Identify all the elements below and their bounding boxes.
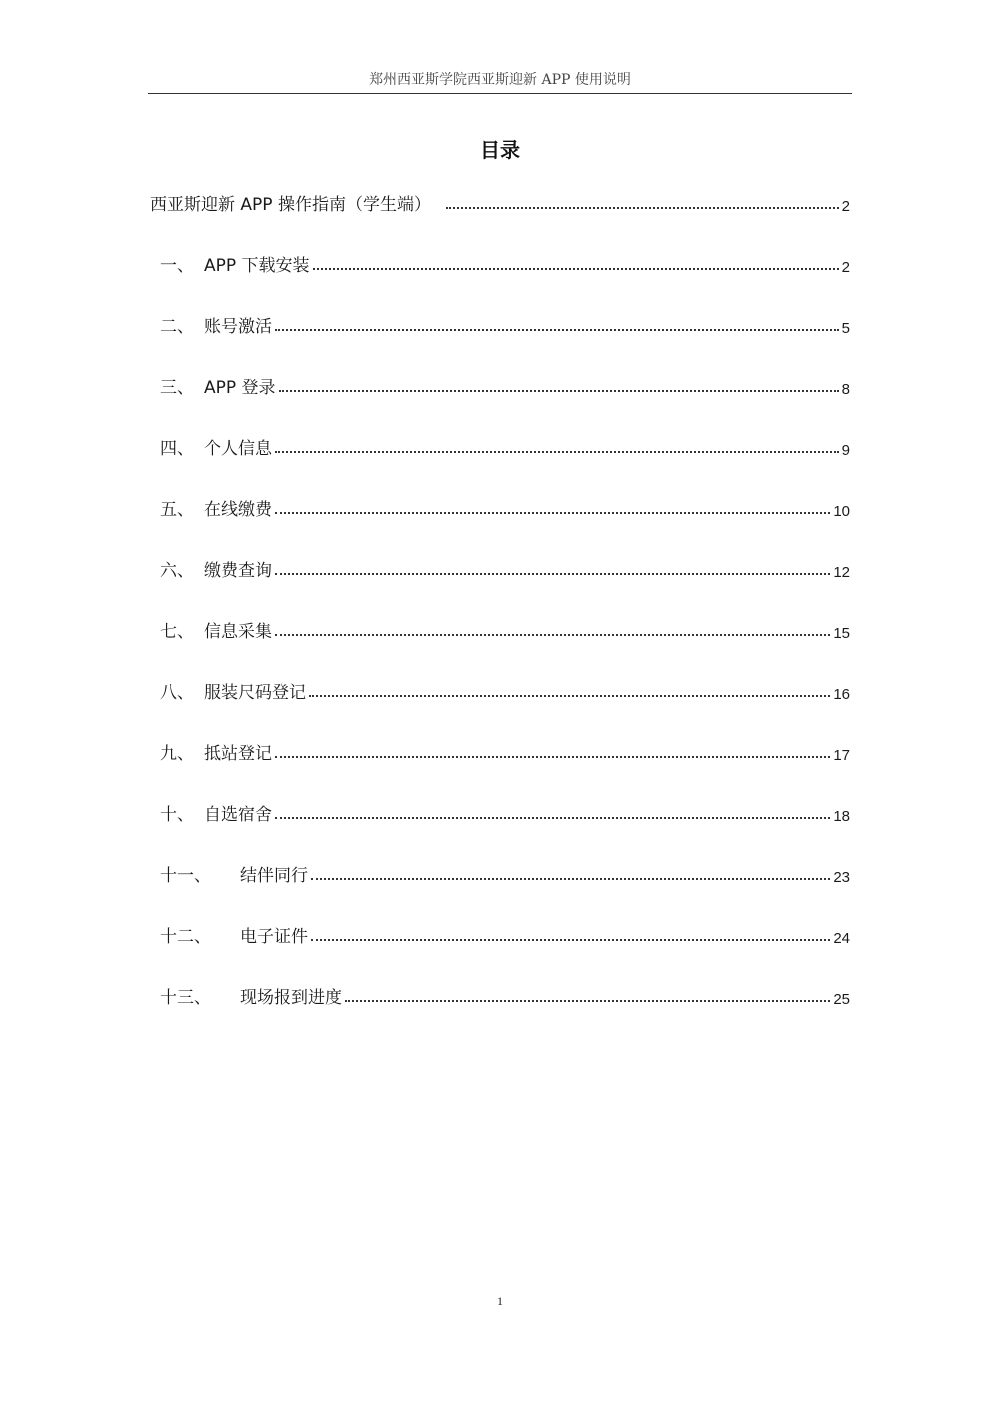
toc-entry-number: 一、 xyxy=(160,256,194,276)
toc-entry-text: APP 下载安装 xyxy=(204,256,310,276)
toc-entry-3[interactable] xyxy=(150,370,850,398)
toc-entry-6[interactable] xyxy=(150,553,850,581)
toc-leader-dots xyxy=(275,633,830,636)
toc-entry-text: 结伴同行 xyxy=(240,866,308,886)
toc-leader-dots xyxy=(275,755,830,758)
toc-leader-dots xyxy=(309,694,830,697)
toc-entry-page: 10 xyxy=(833,503,850,520)
toc-entry-10[interactable] xyxy=(150,797,850,825)
toc-title: 目录 xyxy=(480,138,520,162)
toc-entry-page: 25 xyxy=(833,991,850,1008)
toc-leader-dots xyxy=(311,938,830,941)
toc-entry-text: 抵站登记 xyxy=(204,744,272,764)
toc-entry-number: 八、 xyxy=(160,683,194,703)
header-text: 郑州西亚斯学院西亚斯迎新 APP 使用说明 xyxy=(369,72,631,88)
page-number: 1 xyxy=(497,1294,503,1308)
toc-entry-page: 15 xyxy=(833,625,850,642)
toc-entry-text: 电子证件 xyxy=(240,927,308,947)
toc-entry-page: 12 xyxy=(833,564,850,581)
page-header xyxy=(148,70,852,94)
toc-entry-text: 西亚斯迎新 APP 操作指南（学生端） xyxy=(150,195,431,215)
toc-entry-9[interactable] xyxy=(150,736,850,764)
toc-leader-dots xyxy=(311,877,830,880)
toc-entry-8[interactable] xyxy=(150,675,850,703)
toc-entry-page: 8 xyxy=(841,381,850,398)
toc-entry-text: 信息采集 xyxy=(204,622,272,642)
toc-entry-4[interactable] xyxy=(150,431,850,459)
toc-entry-text: APP 登录 xyxy=(204,378,276,398)
toc-entry-text: 缴费查询 xyxy=(204,561,272,581)
toc-entry-page: 17 xyxy=(833,747,850,764)
toc-leader-dots xyxy=(313,267,839,270)
toc-leader-dots xyxy=(275,816,830,819)
toc-entry-page: 2 xyxy=(841,198,850,215)
toc-entry-guide[interactable] xyxy=(150,187,850,215)
toc-entry-number: 三、 xyxy=(160,378,194,398)
toc-entry-number: 四、 xyxy=(160,439,194,459)
toc-entry-text: 个人信息 xyxy=(204,439,272,459)
toc-entry-number: 十三、 xyxy=(160,988,211,1008)
toc-entry-number: 十、 xyxy=(160,805,194,825)
toc-leader-dots xyxy=(279,389,839,392)
toc-leader-dots xyxy=(345,999,830,1002)
toc-entry-text: 账号激活 xyxy=(204,317,272,337)
toc-entry-13[interactable] xyxy=(150,980,850,1008)
toc-entry-7[interactable] xyxy=(150,614,850,642)
toc-leader-dots xyxy=(446,206,839,209)
toc-entry-text: 在线缴费 xyxy=(204,500,272,520)
toc-leader-dots xyxy=(275,328,839,331)
toc-entry-page: 23 xyxy=(833,869,850,886)
toc-leader-dots xyxy=(275,572,830,575)
toc-entry-text: 现场报到进度 xyxy=(240,988,342,1008)
toc-entry-page: 18 xyxy=(833,808,850,825)
toc-entry-text: 自选宿舍 xyxy=(204,805,272,825)
toc-entry-text: 服装尺码登记 xyxy=(204,683,306,703)
toc-leader-dots xyxy=(275,511,830,514)
toc-entry-11[interactable] xyxy=(150,858,850,886)
toc-entry-page: 5 xyxy=(841,320,850,337)
toc-entry-number: 十一、 xyxy=(160,866,211,886)
toc-entry-number: 九、 xyxy=(160,744,194,764)
toc-entry-page: 16 xyxy=(833,686,850,703)
toc-entry-number: 十二、 xyxy=(160,927,211,947)
toc-entry-page: 2 xyxy=(841,259,850,276)
toc-entry-number: 七、 xyxy=(160,622,194,642)
toc-entry-number: 二、 xyxy=(160,317,194,337)
toc-entry-page: 9 xyxy=(841,442,850,459)
toc-entry-1[interactable] xyxy=(150,248,850,276)
toc-entry-12[interactable] xyxy=(150,919,850,947)
toc-entry-number: 六、 xyxy=(160,561,194,581)
toc-entry-number: 五、 xyxy=(160,500,194,520)
toc-entry-2[interactable] xyxy=(150,309,850,337)
toc-leader-dots xyxy=(275,450,839,453)
toc-entry-5[interactable] xyxy=(150,492,850,520)
toc-entry-page: 24 xyxy=(833,930,850,947)
